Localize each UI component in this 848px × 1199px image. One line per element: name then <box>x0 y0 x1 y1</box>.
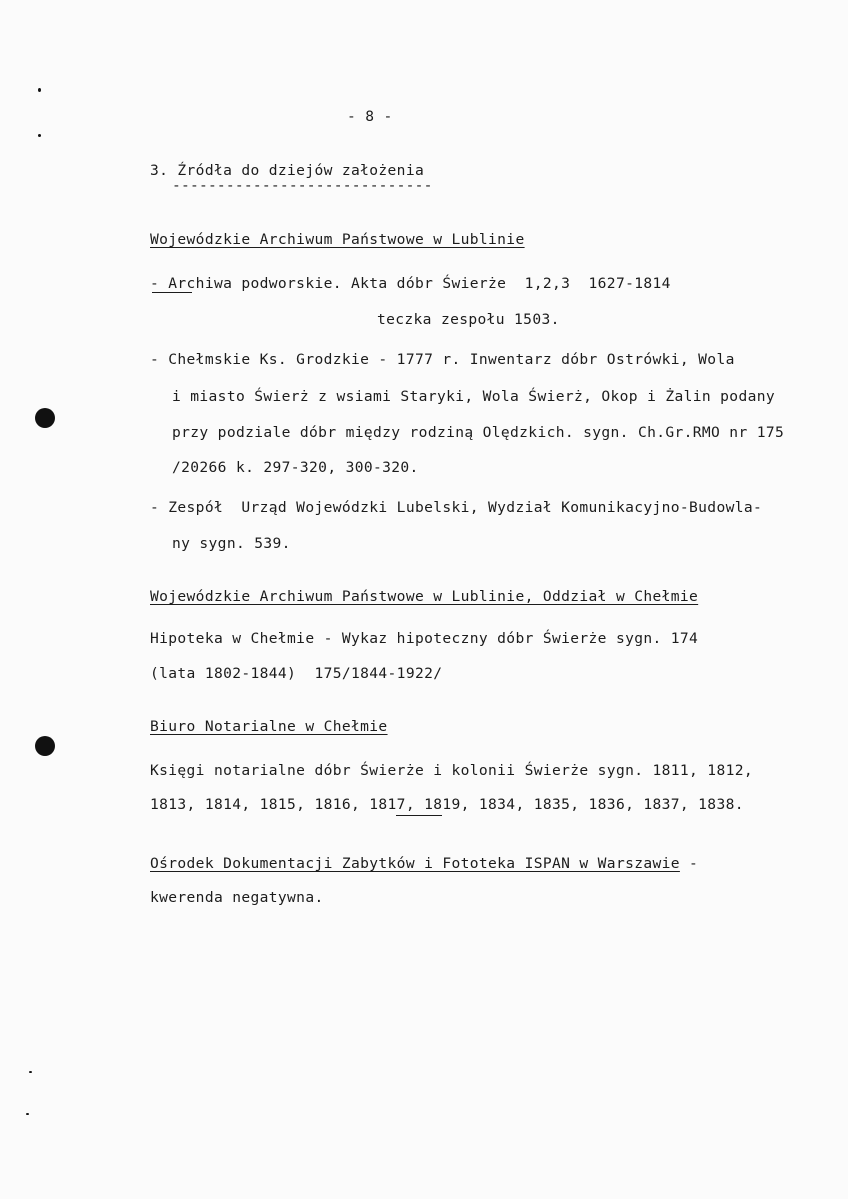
punch-hole-bottom <box>35 736 55 756</box>
partial-underline <box>152 292 192 293</box>
speck-2 <box>38 134 41 137</box>
section-title-archive-chelm: Wojewódzkie Archiwum Państwowe w Lublinie, Oddział w Chełmie <box>150 588 699 605</box>
page-title: 3. Źródła do dziejów założenia <box>150 162 425 179</box>
entry-line: /20266 k. 297-320, 300-320. <box>172 459 419 476</box>
entry-line: przy podziale dóbr między rodziną Olędzkich. sygn. Ch.Gr.RMO nr 175 <box>172 424 785 441</box>
section-title-ispan: Ośrodek Dokumentacji Zabytków i Fototeka ISPAN w Warszawie <box>150 855 680 872</box>
section-title-line <box>150 855 698 873</box>
entry-line: i miasto Świerż z wsiami Staryki, Wola Świerż, Okop i Żalin podany <box>172 388 775 405</box>
page-number: - 8 - <box>347 108 393 125</box>
section-title-suffix: - <box>679 855 699 872</box>
entry-line: kwerenda negatywna. <box>150 889 324 906</box>
entry-line: Księgi notarialne dóbr Świerże i kolonii Świerże sygn. 1811, 1812, <box>150 762 753 779</box>
entry-line: (lata 1802-1844) 175/1844-1922/ <box>150 665 443 682</box>
entry-line: teczka zespołu 1503. <box>377 311 560 328</box>
speck-4 <box>26 1113 29 1115</box>
speck-3 <box>29 1071 32 1073</box>
punch-hole-top <box>35 408 55 428</box>
entry-line: 1813, 1814, 1815, 1816, 1817, 1819, 1834, 1835, 1836, 1837, 1838. <box>150 796 744 813</box>
title-rule: ----------------------------- <box>172 177 433 194</box>
speck-1 <box>38 88 41 92</box>
section-title-archive-lublin: Wojewódzkie Archiwum Państwowe w Lublinie <box>150 231 525 248</box>
entry-line: Hipoteka w Chełmie - Wykaz hipoteczny dóbr Świerże sygn. 174 <box>150 630 699 647</box>
entry-line: - Zespół Urząd Wojewódzki Lubelski, Wydział Komunikacyjno-Budowla- <box>150 499 763 516</box>
partial-underline <box>396 815 442 816</box>
entry-line: ny sygn. 539. <box>172 535 291 552</box>
section-title-notary: Biuro Notarialne w Chełmie <box>150 718 388 735</box>
entry-line: - Chełmskie Ks. Grodzkie - 1777 r. Inwentarz dóbr Ostrówki, Wola <box>150 351 735 368</box>
entry-line: - Archiwa podworskie. Akta dóbr Świerże 1,2,3 1627-1814 <box>150 275 671 292</box>
